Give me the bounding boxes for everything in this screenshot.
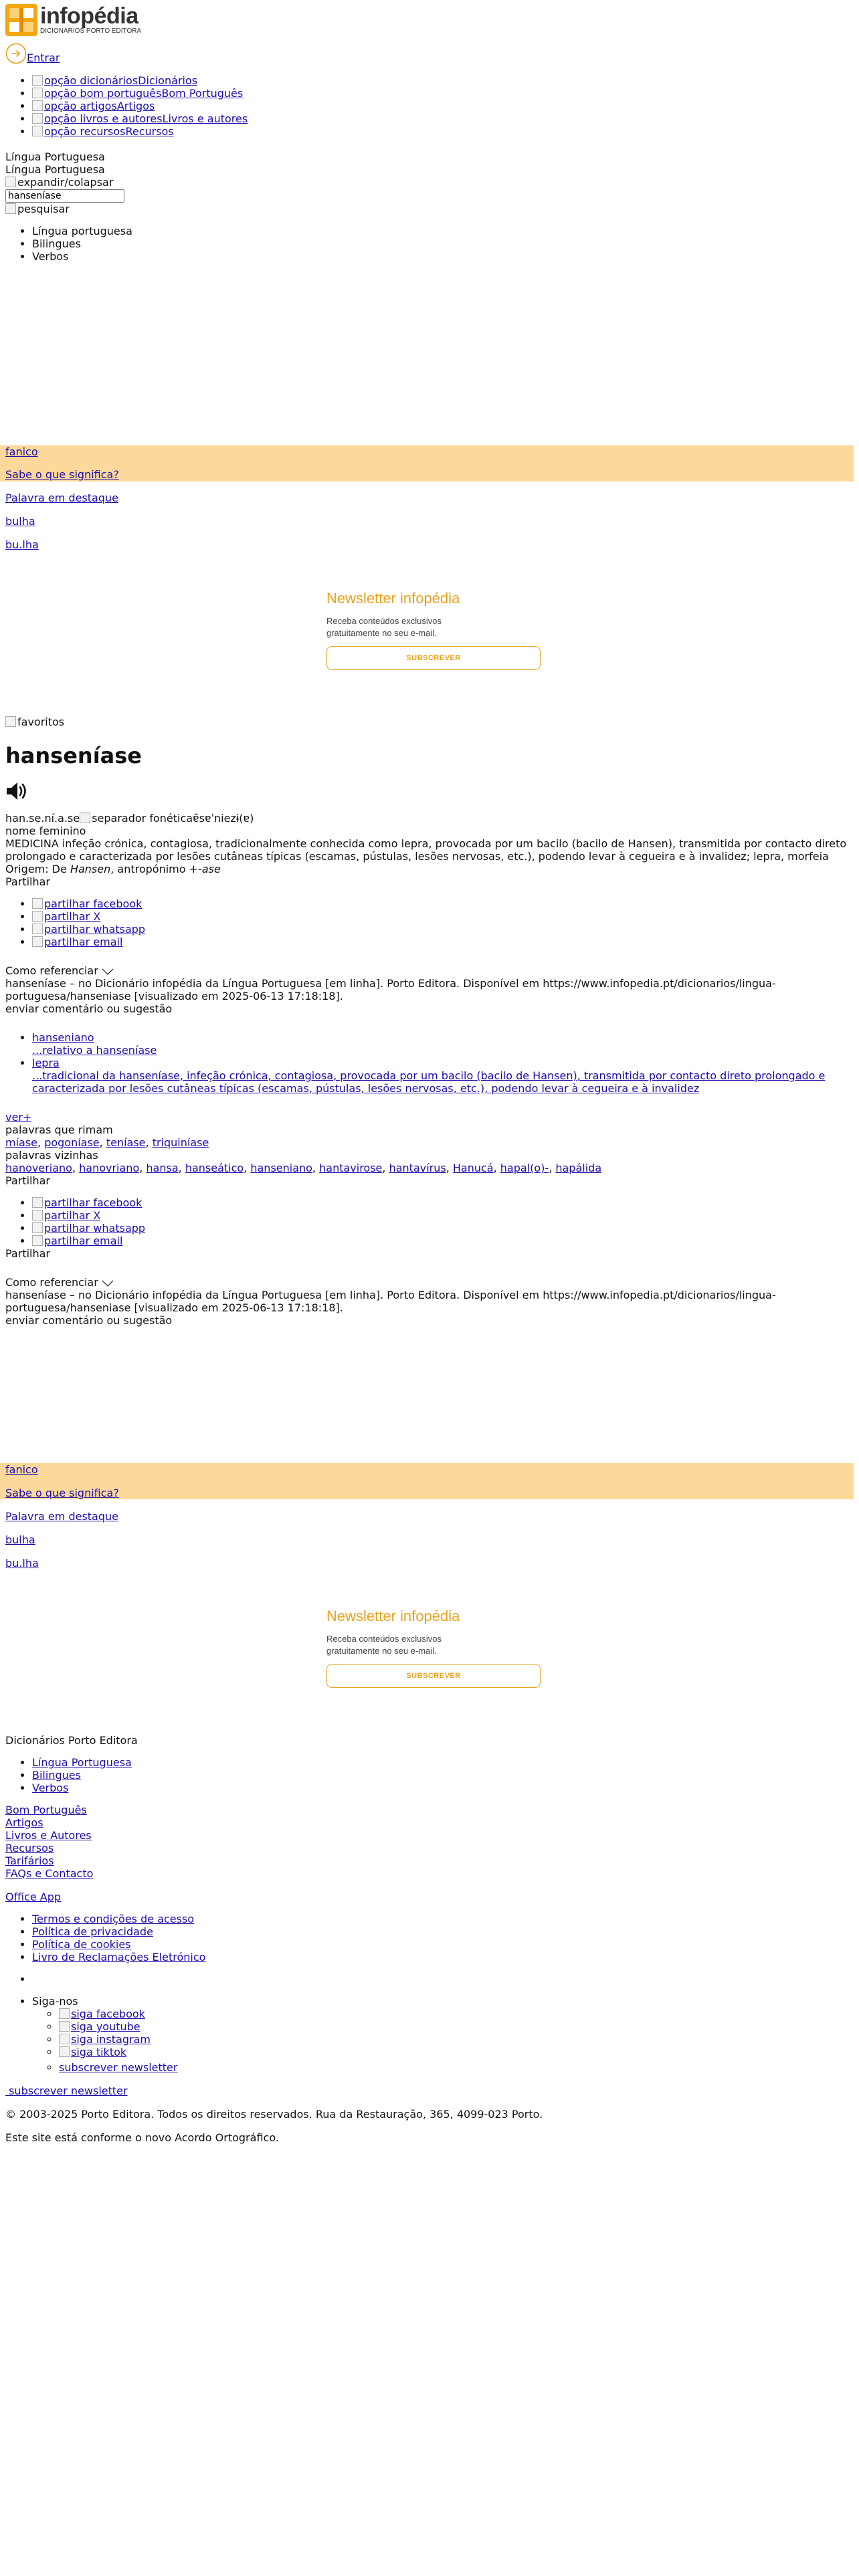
facebook-icon [32,898,43,909]
share-item[interactable]: • partilhar email [32,1235,854,1247]
neighbor-link[interactable]: hanovriano [79,1162,140,1174]
pronunciation: han.se.ní.a.se separador fonéticaɐ̃sɐˈniezɨ(ɐ) [5,812,254,825]
legal-link[interactable]: • Política de privacidade [32,1925,854,1938]
featured-word-link[interactable]: bulha [5,1533,35,1546]
citation-toggle[interactable]: Como referenciar [5,964,854,977]
search-input[interactable] [5,189,124,203]
newsletter-box [326,1608,541,1688]
related-snippet[interactable]: ...tradicional da hanseníase, infeção crónica, contagiosa, provocada por um bacilo (bacilo de Hansen), transmitida por contacto direto prolongado e caracterizada por lesões cutâneas típicas (escamas, pústulas, lesões nervosas, etc.), podendo levar à cegueira e à invalidez [32,1069,826,1095]
footer-empty-item [32,1973,854,1985]
definition-text: infeção crónica, contagiosa, tradicionalmente conhecida como lepra, provocada por um bacilo (bacilo de Hansen), transmitida por contacto direto prolongado e caracterizada por lesões cutâneas típicas (escamas, pústulas, lesões nervosas, etc.), podendo levar à cegueira e à invalidez; lepra, morfeia [5,837,847,863]
feedback-link[interactable]: enviar comentário ou sugestão [5,1002,173,1015]
site-header [5,4,141,64]
neighbor-link[interactable]: hantavirose [319,1162,383,1174]
neighbors-list: hanoveriano, hanovriano, hansa, hanseático, hanseniano, hantavirose, hantavírus, Hanucá, hapal(o)-, hapálida [5,1162,602,1174]
logo-text: infopédia [40,3,138,29]
rhymes-label: palavras que rimam [5,1123,113,1136]
promo-prompt-link[interactable]: Sabe o que significa? [5,468,119,481]
featured-word-label[interactable]: Palavra em destaque [5,1510,118,1523]
related-entry[interactable] [32,1057,854,1095]
nav-item-dicionarios[interactable]: • opção dicionáriosDicionários [32,74,808,87]
social-link[interactable]: ◦ siga instagram [59,2033,854,2046]
newsletter-text: gratuitamente no seu e-mail. [326,628,437,638]
speaker-icon [5,780,31,802]
share-item[interactable]: • partilhar whatsapp [32,923,854,936]
tiktok-icon [59,2046,70,2057]
books-icon [32,113,43,124]
related-entry[interactable] [32,1031,854,1057]
logo-subtitle: DICIONÁRIOS PORTO EDITORA [40,27,142,35]
neighbors-label: palavras vizinhas [5,1149,98,1162]
citation-text: hanseníase – no Dicionário infopédia da Língua Portuguesa [em linha]. Porto Editora. Disponível em https://www.infopedia.pt/dicionarios/lingua- portuguesa/hanseniase [visualizado em 2025-06-13 17:18:18]. [5,977,776,1002]
expand-collapse-icon [5,177,16,187]
rhyme-link[interactable]: teníase [106,1136,146,1149]
login-link[interactable]: Entrar [27,51,60,64]
follow-us: • Siga-nos ◦ siga facebook ◦ siga youtube ◦ siga instagram ◦ siga tiktok ◦ subscrever newsletter [32,1995,854,2074]
expand-toggle[interactable]: expandir/colapsar [5,176,808,189]
share-label: Partilhar [5,875,50,888]
social-link[interactable]: ◦ subscrever newsletter [59,2061,854,2074]
newsletter-text: Receba conteúdos exclusivos [326,616,442,626]
rhyme-link[interactable]: míase [5,1136,38,1149]
newsletter-title: Newsletter infopédia [326,590,460,607]
logo-icon [5,4,37,36]
legal-link[interactable]: • Livro de Reclamações Eletrónico [32,1951,854,1963]
resources-icon [32,126,43,136]
neighbor-link[interactable]: Hanucá [452,1162,494,1174]
dictionary-option[interactable]: • Língua portuguesa [32,225,808,237]
good-portuguese-icon [32,88,43,98]
featured-word-label[interactable]: Palavra em destaque [5,492,118,504]
whatsapp-icon [32,1222,43,1233]
neighbor-link[interactable]: hanseático [185,1162,244,1174]
footer-link[interactable]: Bom Português [5,1804,87,1816]
promo-prompt-link[interactable]: Sabe o que significa? [5,1487,119,1499]
neighbor-link[interactable]: hapal(o)- [500,1162,549,1174]
related-snippet[interactable]: ...relativo a hanseníase [32,1044,157,1057]
legal-link[interactable]: • Termos e condições de acesso [32,1913,854,1925]
audio-button[interactable] [5,780,854,802]
search-icon [5,203,16,214]
dictionary-label: Língua Portuguesa [5,150,105,163]
facebook-icon [32,1197,43,1208]
nav-item-livros[interactable]: • opção livros e autoresLivros e autores [32,112,808,125]
email-icon [32,1235,43,1246]
copyright: © 2003-2025 Porto Editora. Todos os direitos reservados. Rua da Restauração, 365, 4099-023 Porto. [5,2108,543,2121]
see-more-link[interactable]: ver+ [5,1111,32,1123]
login-icon[interactable] [5,43,27,64]
domain-label: MEDICINA [5,837,59,850]
favorites-button[interactable]: favoritos [5,716,854,728]
featured-word-link[interactable]: bulha [5,515,35,528]
x-icon [32,911,43,922]
related-word[interactable]: lepra [32,1057,60,1069]
headword: hanseníase [5,743,142,768]
share-item[interactable]: • partilhar facebook [32,897,854,910]
footer-link[interactable]: Recursos [5,1842,54,1854]
dictionary-option[interactable]: • Bilingues [32,237,808,250]
footer-link[interactable]: Tarifários [5,1854,54,1867]
word-promo-banner [0,445,854,481]
search-button[interactable]: pesquisar [5,203,808,215]
office-app-link[interactable]: Office App [5,1891,62,1903]
subscribe-newsletter-link[interactable]: subscrever newsletter [9,2084,128,2097]
rhyme-link[interactable]: triquiníase [152,1136,209,1149]
share-item[interactable]: • partilhar whatsapp [32,1222,854,1235]
dictionaries-icon [32,75,43,86]
dictionary-entry [5,716,854,1327]
social-link[interactable]: ◦ siga youtube [59,2020,854,2033]
email-icon [32,936,43,947]
feedback-link[interactable]: enviar comentário ou sugestão [5,1314,173,1327]
share-item[interactable]: • partilhar X [32,1209,854,1222]
newsletter-subscribe-button[interactable]: SUBSCREVER [326,646,541,670]
instagram-icon [59,2034,70,2044]
newsletter-text: Receba conteúdos exclusivos [326,1634,442,1644]
footer-dict-link[interactable]: • Língua Portuguesa [32,1756,854,1769]
footer-link[interactable]: Artigos [5,1816,43,1829]
dictionary-selector[interactable]: Língua Portuguesa [5,163,105,176]
newsletter-box [326,590,541,670]
youtube-icon [59,2021,70,2032]
syllabification: han.se.ní.a.se [5,812,80,825]
facebook-icon [59,2008,70,2019]
neighbor-link[interactable]: hanoveriano [5,1162,72,1174]
chevron-down-icon [102,968,114,975]
footer-links [5,1804,854,1880]
dictionary-option[interactable]: • Verbos [32,250,808,263]
share-item[interactable]: • partilhar X [32,910,854,923]
articles-icon [32,100,43,111]
promo-word-link[interactable]: fanico [5,445,38,458]
social-link[interactable]: ◦ siga facebook [59,2008,854,2020]
rhymes-list: míase, pogoníase, teníase, triquiníase [5,1136,209,1149]
footer-dict-link[interactable]: • Bilingues [32,1769,854,1782]
nav-item-recursos[interactable]: • opção recursosRecursos [32,125,808,138]
whatsapp-icon [32,924,43,934]
promo-word-link[interactable]: fanico [5,1463,38,1476]
search-area [5,150,808,263]
footer-link[interactable]: Livros e Autores [5,1829,92,1842]
related-word[interactable]: hanseniano [32,1031,94,1044]
newsletter-title: Newsletter infopédia [326,1608,460,1624]
site-footer [5,1734,854,2144]
share-item[interactable]: • partilhar facebook [32,1196,854,1209]
neighbor-link[interactable]: hapálida [555,1162,602,1174]
share-label: Partilhar [5,1247,50,1260]
rhyme-link[interactable]: pogoníase [44,1136,100,1149]
social-link[interactable]: ◦ siga tiktok [59,2046,854,2058]
etymology: Origem: De Hansen, antropónimo +-ase [5,863,221,875]
share-item[interactable]: • partilhar email [32,936,854,948]
nav-item-bom-portugues[interactable]: • opção bom portuguêsBom Português [32,87,808,100]
phonetic-separator-icon [80,813,90,823]
word-promo [5,445,38,458]
neighbor-link[interactable]: hantavírus [389,1162,446,1174]
grammar-category: nome feminino [5,825,86,837]
definition [5,837,854,863]
footer-heading: Dicionários Porto Editora [5,1734,138,1747]
newsletter-text: gratuitamente no seu e-mail. [326,1646,437,1656]
phonetic-transcription: ɐ̃sɐˈniezɨ(ɐ) [193,812,254,825]
neighbor-link[interactable]: hansa [146,1162,179,1174]
share-label: Partilhar [5,1174,50,1187]
neighbor-link[interactable]: hanseniano [250,1162,312,1174]
featured-word-syllables[interactable]: bu.lha [5,538,39,551]
legal-link[interactable]: • Política de cookies [32,1938,854,1951]
ortography-note: Este site está conforme o novo Acordo Ortográfico. [5,2131,279,2144]
footer-link[interactable]: FAQs e Contacto [5,1867,94,1880]
word-promo-banner [0,1463,854,1499]
chevron-down-icon [102,1280,114,1287]
citation-text: hanseníase – no Dicionário infopédia da Língua Portuguesa [em linha]. Porto Editora. Disponível em https://www.infopedia.pt/dicionarios/lingua- portuguesa/hanseniase [visualizado em 2025-06-13 17:18:18]. [5,1289,776,1314]
footer-dict-link[interactable]: • Verbos [32,1782,854,1794]
citation-toggle[interactable]: Como referenciar [5,1276,854,1289]
newsletter-subscribe-button[interactable]: SUBSCREVER [326,1664,541,1688]
x-icon [32,1210,43,1220]
nav-item-artigos[interactable]: • opção artigosArtigos [32,100,808,112]
logo[interactable] [5,4,141,36]
favorites-icon [5,716,16,727]
main-nav [5,74,808,138]
featured-word-syllables[interactable]: bu.lha [5,1557,39,1570]
